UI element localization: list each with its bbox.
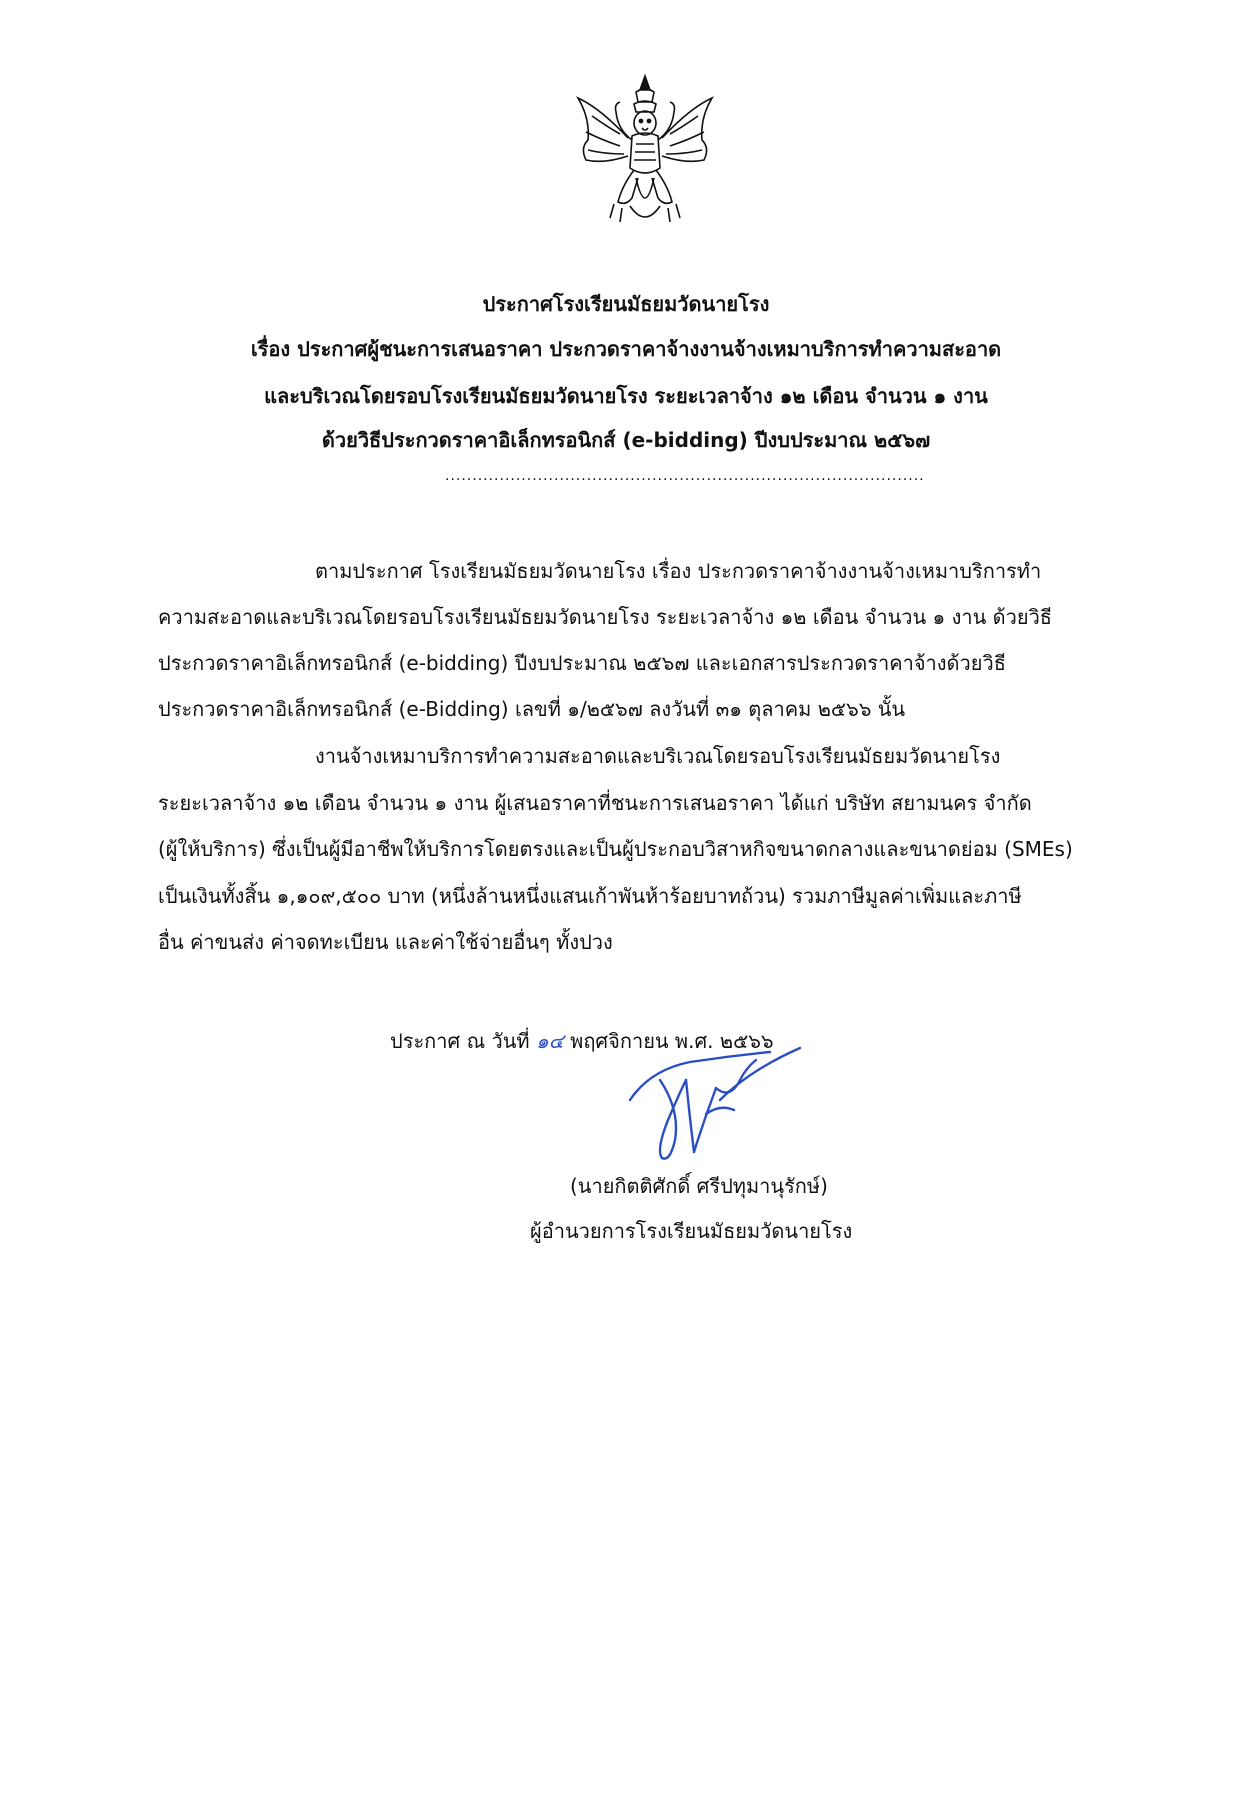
paragraph-2-line-5: อื่น ค่าขนส่ง ค่าจดทะเบียน และค่าใช้จ่ายอื่นๆ ทั้งปวง — [158, 930, 613, 954]
handwritten-signature — [620, 1040, 830, 1170]
paragraph-2-line-2: ระยะเวลาจ้าง ๑๒ เดือน จำนวน ๑ งาน ผู้เสนอราคาที่ชนะการเสนอราคา ได้แก่ บริษัท สยามนคร จำกัด — [158, 791, 1032, 815]
announcement-title: ประกาศโรงเรียนมัธยมวัดนายโรง — [482, 292, 770, 316]
paragraph-1-line-3: ประกวดราคาอิเล็กทรอนิกส์ (e-bidding) ปีงบประมาณ ๒๕๖๗ และเอกสารประกวดราคาจ้างด้วยวิธี — [158, 651, 1006, 675]
date-day-handwritten: ๑๔ — [535, 1029, 564, 1053]
paragraph-2-line-1: งานจ้างเหมาบริการทำความสะอาดและบริเวณโดยรอบโรงเรียนมัธยมวัดนายโรง — [315, 744, 1001, 768]
paragraph-2-line-3: (ผู้ให้บริการ) ซึ่งเป็นผู้มีอาชีพให้บริการโดยตรงและเป็นผู้ประกอบวิสาหกิจขนาดกลางและขนาดย่อม (SMEs) — [158, 837, 1073, 861]
announcement-subject-line-3: ด้วยวิธีประกวดราคาอิเล็กทรอนิกส์ (e-bidding) ปีงบประมาณ ๒๕๖๗ — [321, 428, 931, 452]
signer-title: ผู้อำนวยการโรงเรียนมัธยมวัดนายโรง — [530, 1219, 853, 1243]
paragraph-1-line-1: ตามประกาศ โรงเรียนมัธยมวัดนายโรง เรื่อง ประกวดราคาจ้างงานจ้างเหมาบริการทำ — [315, 559, 1042, 583]
separator-dots: ........................................................................................ — [445, 468, 925, 484]
date-prefix: ประกาศ ณ วันที่ — [390, 1029, 530, 1053]
paragraph-1-line-2: ความสะอาดและบริเวณโดยรอบโรงเรียนมัธยมวัดนายโรง ระยะเวลาจ้าง ๑๒ เดือน จำนวน ๑ งาน ด้วยวิธี — [158, 605, 1053, 629]
date-suffix: พฤศจิกายน พ.ศ. ๒๕๖๖ — [570, 1029, 774, 1053]
garuda-emblem-icon — [570, 68, 720, 233]
paragraph-1-line-4: ประกวดราคาอิเล็กทรอนิกส์ (e-Bidding) เลขที่ ๑/๒๕๖๗ ลงวันที่ ๓๑ ตุลาคม ๒๕๖๖ นั้น — [158, 697, 906, 721]
signer-name: (นายกิตติศักดิ์ ศรีปทุมานุรักษ์) — [570, 1174, 828, 1198]
announcement-subject-line-2: และบริเวณโดยรอบโรงเรียนมัธยมวัดนายโรง ระยะเวลาจ้าง ๑๒ เดือน จำนวน ๑ งาน — [264, 384, 988, 408]
announcement-subject-line-1: เรื่อง ประกาศผู้ชนะการเสนอราคา ประกวดราคาจ้างงานจ้างเหมาบริการทำความสะอาด — [250, 337, 1002, 361]
paragraph-2-line-4: เป็นเงินทั้งสิ้น ๑,๑๐๙,๕๐๐ บาท (หนึ่งล้านหนึ่งแสนเก้าพันห้าร้อยบาทถ้วน) รวมภาษีมูลค่าเพิ่มและภาษี — [158, 884, 1022, 908]
